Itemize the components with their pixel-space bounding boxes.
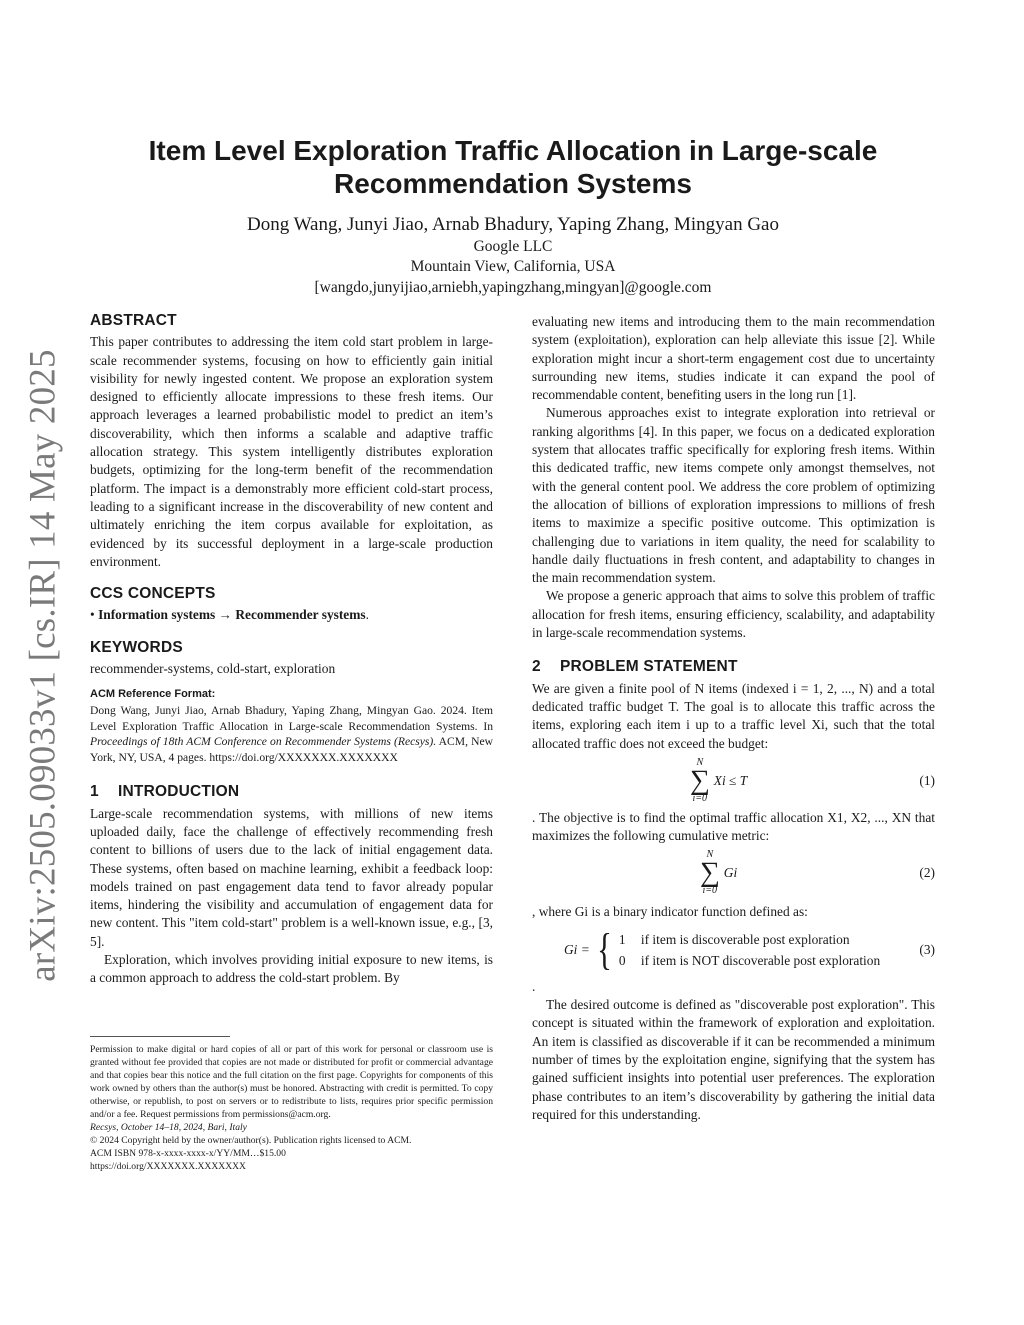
- problem-paragraph-5: The desired outcome is defined as "discoverable post exploration". This concept is situated within the framework of exploration and exploitation. An item is classified as discoverable if it can be recommended a minimum number of times by the exploitation engine, signifying that the system has gained sufficient insights into potential user preferences. The exploration phase contributes to an item’s discoverability by gathering the initial data required for this understanding.: [532, 997, 935, 1122]
- case-2-text: if item is NOT discoverable post exploration: [640, 952, 881, 968]
- permission-notice: Permission to make digital or hard copies of all or part of this work for personal or classroom use is granted without fee provided that copies are not made or distributed for profit or commercial advantage and that copies bear this notice and the full citation on the first page. Copyrights for components of this work owned by others than the author(s) must be honored. Abstracting with credit is permitted. To copy otherwise, or republish, to post on servers or to redistribute to lists, requires prior specific permission and/or a fee. Request permissions from permissions@acm.org.: [90, 1044, 493, 1120]
- arxiv-side-stamp: [18, 348, 68, 982]
- sum-upper-limit: N: [696, 756, 704, 768]
- keywords-heading: KEYWORDS: [90, 638, 183, 656]
- right-column: [532, 313, 935, 1124]
- case-1-text: if item is discoverable post exploration: [640, 931, 850, 947]
- equation-3: [532, 922, 935, 978]
- problem-heading: [532, 658, 935, 676]
- equation-3-lhs: Gi =: [564, 941, 590, 957]
- equation-2: [532, 845, 935, 901]
- conference-line: Recsys, October 14–18, 2024, Bari, Italy: [90, 1122, 247, 1133]
- ccs-item-information-systems: Information systems: [98, 607, 216, 623]
- ccs-concepts: [90, 606, 493, 624]
- problem-paragraph-1: We are given a finite pool of N items (indexed i = 1, 2, ..., N) and a total dedicated traffic budget T. The goal is to allocate this traffic across the items, exploring each item i up to a traffic level Xi, such that the total allocated traffic does not exceed the budget:: [532, 680, 935, 751]
- paper-title: [90, 134, 936, 200]
- piecewise-function: [564, 924, 881, 974]
- intro-paragraph-4: Numerous approaches exist to integrate exploration into retrieval or ranking algorithms [4]. In this paper, we focus on a dedicated exploration system that allocates traffic specifically for exploring fresh items. Within this dedicated traffic, new items compete only amongst themselves, not with the general content pool. We address the core problem of optimizing the allocation of billions of exploration impressions to millions of fresh items to maximize a specific positive outcome. This optimization is challenging due to variations in item quality, the need for scalability to handle daily fluctuations in fresh content, and adaptability to changes in the main recommendation system.: [532, 405, 935, 586]
- acm-ref-part2: ACM, New York, NY, USA, 4 pages. https://doi.org/XXXXXXX.XXXXXXX: [90, 735, 493, 764]
- arxiv-id: arXiv:2505.09033v1 [cs.IR] 14 May 2025: [22, 348, 64, 982]
- intro-title: INTRODUCTION: [118, 783, 240, 801]
- sum-lower-limit: i=0: [702, 885, 718, 897]
- problem-paragraph-3: , where Gi is a binary indicator function defined as:: [532, 904, 808, 920]
- case-2-value: 0: [618, 952, 626, 968]
- intro-paragraph-5: We propose a generic approach that aims to solve this problem of traffic allocation for fresh items, ensuring efficiency, scalability, and adaptability in large-scale recommendation systems.: [532, 588, 935, 641]
- left-brace: {: [596, 924, 612, 974]
- acm-ref-venue: Proceedings of 18th ACM Conference on Recommender Systems (Recsys).: [90, 735, 437, 749]
- intro-heading: [90, 783, 493, 801]
- problem-paragraph-2: . The objective is to find the optimal traffic allocation X1, X2, ..., XN that maximizes the following cumulative metric:: [532, 809, 935, 844]
- equation-2-number: (2): [919, 865, 935, 881]
- case-row-1: [619, 929, 880, 950]
- intro-paragraph-2: Exploration, which involves providing initial exposure to new items, is a common approach to address the cold-start problem. By: [90, 951, 493, 986]
- footnote-rule: [90, 1036, 230, 1037]
- case-1-value: 1: [618, 931, 626, 947]
- problem-number: 2: [532, 658, 541, 676]
- ccs-period: .: [365, 607, 369, 623]
- keywords-text: recommender-systems, cold-start, exploration: [90, 661, 336, 677]
- isbn-line: ACM ISBN 978-x-xxxx-xxxx-x/YY/MM…$15.00: [90, 1148, 286, 1159]
- location: Mountain View, California, USA: [410, 258, 616, 275]
- acm-ref-text: [90, 703, 493, 765]
- sum-operator: N ∑ i=0: [689, 756, 710, 804]
- equation-1: [532, 753, 935, 809]
- copyright-line: © 2024 Copyright held by the owner/author(s). Publication rights licensed to ACM.: [90, 1135, 412, 1146]
- ccs-item-recommender-systems: Recommender systems: [235, 607, 366, 623]
- author-list: Dong Wang, Junyi Jiao, Arnab Bhadury, Yaping Zhang, Mingyan Gao: [246, 214, 779, 235]
- title-line-2: Recommendation Systems: [334, 168, 692, 199]
- intro-paragraph-1: Large-scale recommendation systems, with millions of new items uploaded daily, face the challenge of effectively recommending fresh content to billions of users due to the lack of initial engagement data. These systems, often based on machine learning, exhibit a feedback loop: models trained on past engagement data tend to favor already popular items, hindering the visibility and accumulation of engagement data for new content. This "item cold-start" problem is a well-known issue, e.g., [3, 5].: [90, 805, 493, 949]
- sum-lower-limit: i=0: [692, 792, 708, 804]
- abstract-text: This paper contributes to addressing the item cold start problem in large-scale recommender systems, focusing on how to efficiently gain initial visibility for newly ingested content. We propose an exploration system designed to efficiently allocate impressions to these fresh items. Our approach leverages a learned probabilistic model to predict an item’s discoverability, which then informs a scalable and adaptive traffic allocation strategy. This system intelligently distributes exploration budgets, optimizing for the long-term benefit of the recommendation platform. The impact is a demonstrably more efficient cold-start process, leading to a significant increase in the discoverability of new content and ultimately enriching the item corpus available for exploitation, as evidenced by its successful deployment in a large-scale production environment.: [90, 334, 493, 569]
- intro-paragraph-3: evaluating new items and introducing them to the main recommendation system (exploitation), exploration can help alleviate this issue [2]. While exploration might incur a short-term engagement cost due to uncertainty surrounding new items, studies indicate it can expand the pool of recommendable content, benefiting users in the long run [1].: [532, 314, 935, 403]
- equation-1-number: (1): [919, 772, 935, 788]
- ccs-heading: CCS CONCEPTS: [90, 585, 216, 603]
- affiliation: Google LLC: [473, 238, 553, 255]
- problem-title: PROBLEM STATEMENT: [560, 658, 738, 676]
- problem-paragraph-4: .: [532, 978, 536, 994]
- intro-number: 1: [90, 783, 99, 801]
- equation-2-body: Gi: [723, 865, 738, 881]
- equation-1-body: Xi ≤ T: [713, 772, 748, 788]
- sum-operator: N ∑ i=0: [699, 849, 720, 897]
- left-column: [90, 312, 493, 988]
- author-emails: [wangdo,junyijiao,arniebh,yapingzhang,mingyan]@google.com: [314, 279, 712, 296]
- case-row-2: [619, 950, 880, 971]
- sum-upper-limit: N: [706, 849, 714, 861]
- acm-ref-part1: Dong Wang, Junyi Jiao, Arnab Bhadury, Yaping Zhang, Mingyan Gao. 2024. Item Level Exploration Traffic Allocation in Large-scale Recommendation Systems. In: [90, 703, 493, 733]
- title-line-1: Item Level Exploration Traffic Allocation in Large-scale: [148, 135, 878, 166]
- copyright-block: [90, 1036, 493, 1173]
- ccs-bullet: •: [90, 607, 95, 623]
- ccs-arrow: →: [218, 607, 232, 623]
- doi-line: https://doi.org/XXXXXXX.XXXXXXX: [90, 1161, 246, 1172]
- abstract-heading: ABSTRACT: [90, 312, 177, 329]
- equation-3-number: (3): [919, 941, 935, 957]
- acm-ref-heading: ACM Reference Format:: [90, 688, 216, 701]
